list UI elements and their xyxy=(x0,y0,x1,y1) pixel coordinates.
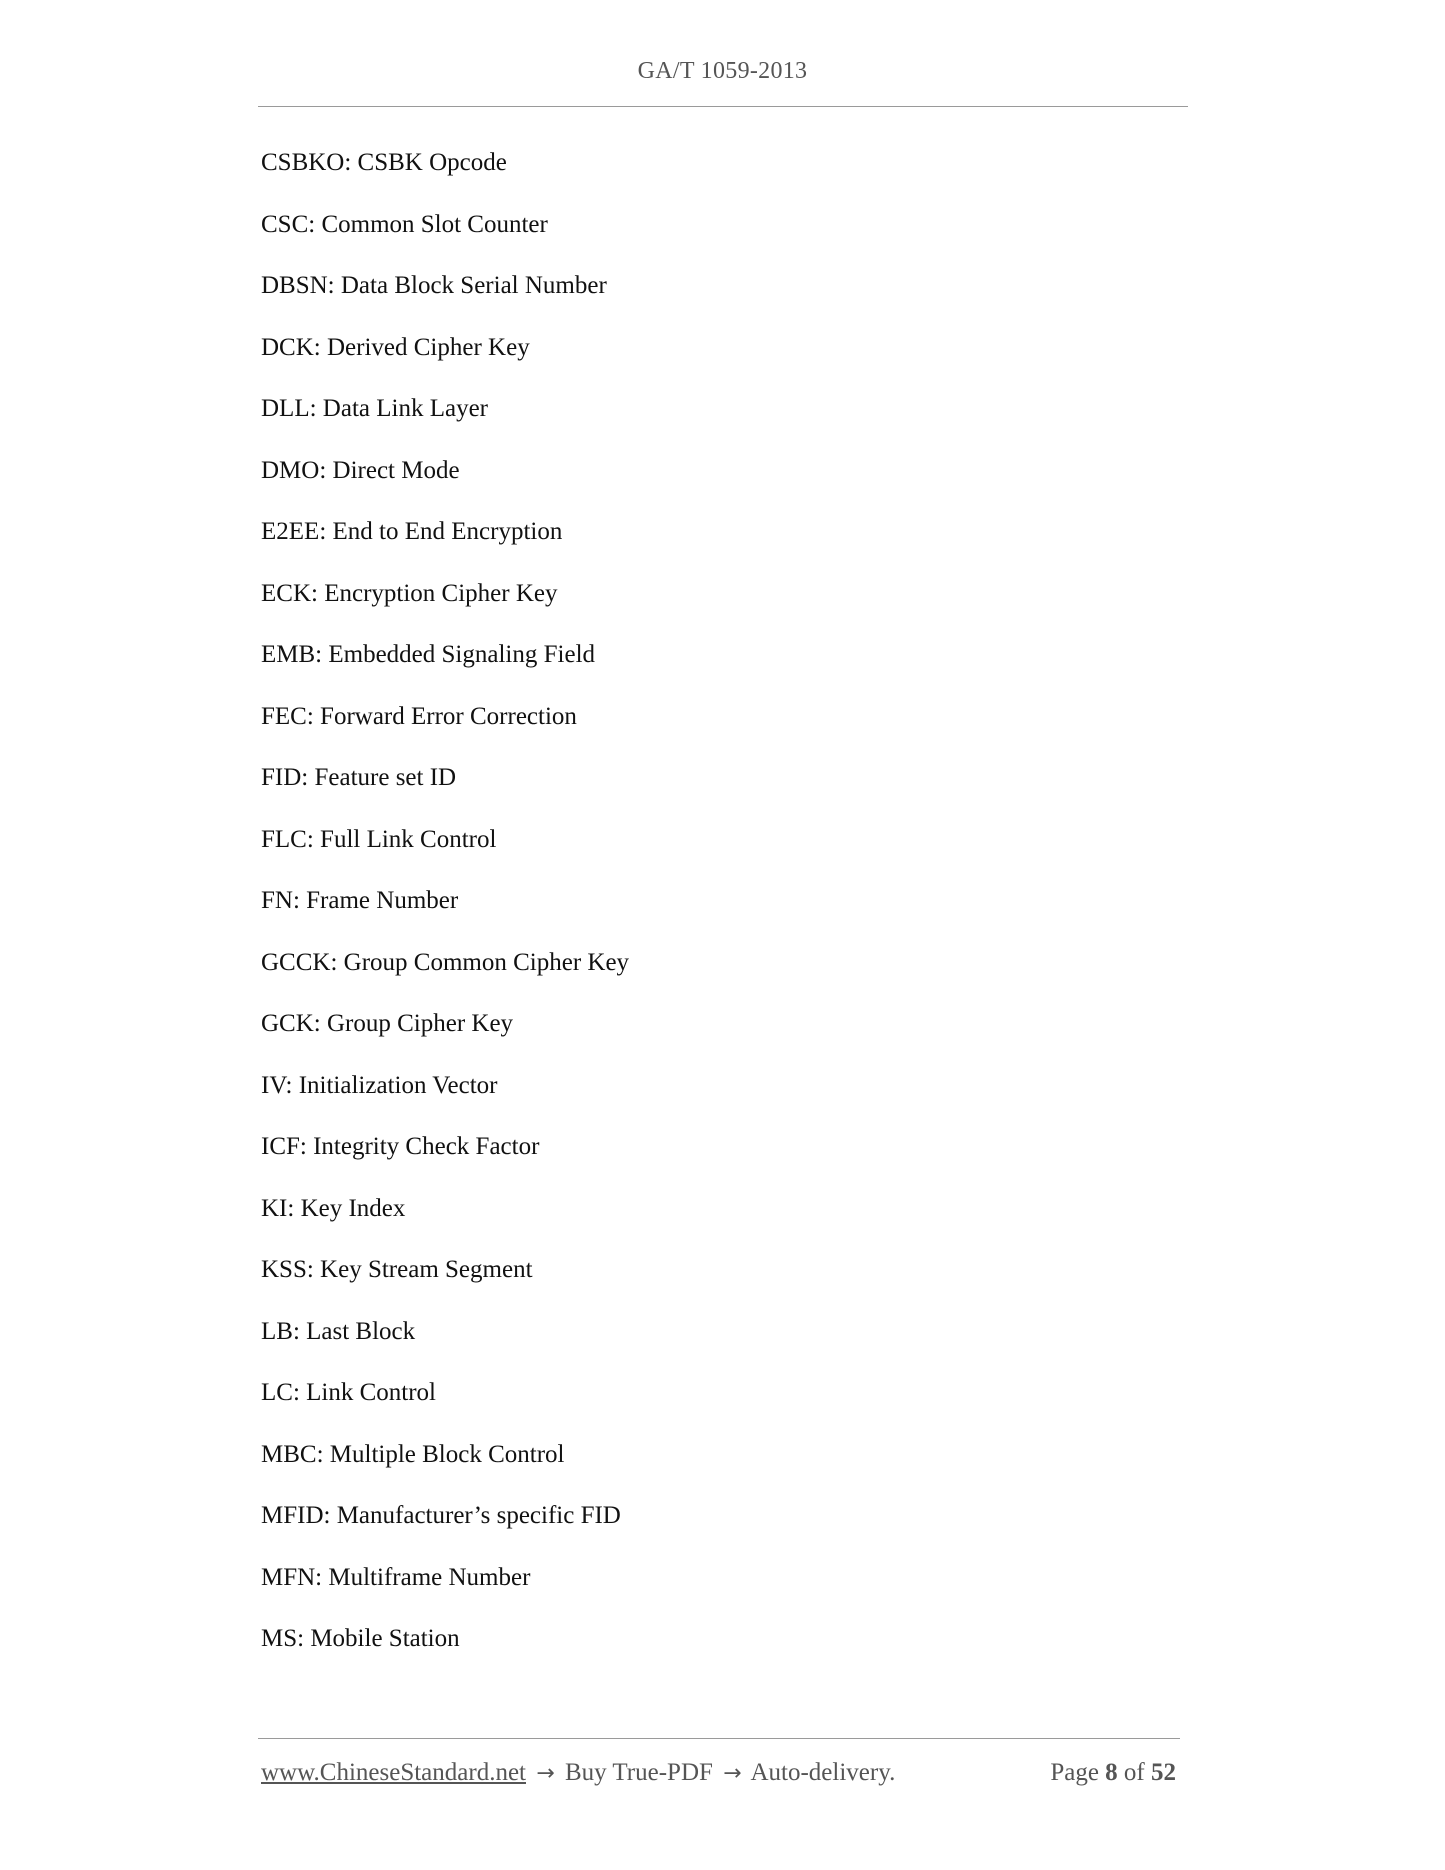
abbreviation-item: ICF: Integrity Check Factor xyxy=(261,1133,540,1160)
site-link[interactable]: www.ChineseStandard.net xyxy=(261,1759,526,1786)
abbreviation-item: FN: Frame Number xyxy=(261,887,459,914)
abbreviation-item: MBC: Multiple Block Control xyxy=(261,1440,565,1468)
auto-delivery-text: Auto-delivery. xyxy=(750,1759,896,1786)
abbreviation-item: KSS: Key Stream Segment xyxy=(261,1256,533,1283)
arrow-right-icon: → xyxy=(723,1761,742,1786)
document-header-title: GA/T 1059-2013 xyxy=(637,58,808,84)
abbreviation-item: LB: Last Block xyxy=(261,1317,416,1345)
page-current: 8 xyxy=(1105,1759,1118,1786)
abbreviation-item: GCK: Group Cipher Key xyxy=(261,1010,514,1037)
header-divider xyxy=(258,106,1188,107)
arrow-right-icon: → xyxy=(536,1761,555,1786)
page-of-label: of xyxy=(1123,1759,1145,1786)
page-indicator xyxy=(1050,1756,1176,1790)
abbreviation-item: DMO: Direct Mode xyxy=(261,456,460,484)
abbreviation-item: FLC: Full Link Control xyxy=(261,825,497,853)
abbreviation-item: MFN: Multiframe Number xyxy=(261,1563,531,1591)
abbreviation-item: GCCK: Group Common Cipher Key xyxy=(261,948,630,976)
abbreviation-item: FEC: Forward Error Correction xyxy=(261,702,577,730)
abbreviation-list xyxy=(261,146,629,1684)
abbreviation-item: ECK: Encryption Cipher Key xyxy=(261,579,558,607)
page-total: 52 xyxy=(1151,1759,1176,1786)
footer-promo xyxy=(261,1756,895,1791)
abbreviation-item: EMB: Embedded Signaling Field xyxy=(261,641,596,668)
abbreviation-item: CSBKO: CSBK Opcode xyxy=(261,149,507,176)
abbreviation-item: KI: Key Index xyxy=(261,1194,406,1222)
abbreviation-item: MS: Mobile Station xyxy=(261,1625,460,1652)
abbreviation-item: DLL: Data Link Layer xyxy=(261,395,488,422)
buy-true-pdf-text: Buy True-PDF xyxy=(564,1759,713,1786)
abbreviation-item: IV: Initialization Vector xyxy=(261,1071,498,1099)
footer-divider xyxy=(258,1738,1180,1739)
abbreviation-item: E2EE: End to End Encryption xyxy=(261,518,563,545)
abbreviation-item: DBSN: Data Block Serial Number xyxy=(261,272,607,299)
abbreviation-item: CSC: Common Slot Counter xyxy=(261,210,548,238)
abbreviation-item: FID: Feature set ID xyxy=(261,764,457,791)
abbreviation-item: DCK: Derived Cipher Key xyxy=(261,333,530,361)
page-label: Page xyxy=(1050,1759,1099,1786)
abbreviation-item: LC: Link Control xyxy=(261,1379,436,1406)
abbreviation-item: MFID: Manufacturer’s specific FID xyxy=(261,1502,621,1529)
